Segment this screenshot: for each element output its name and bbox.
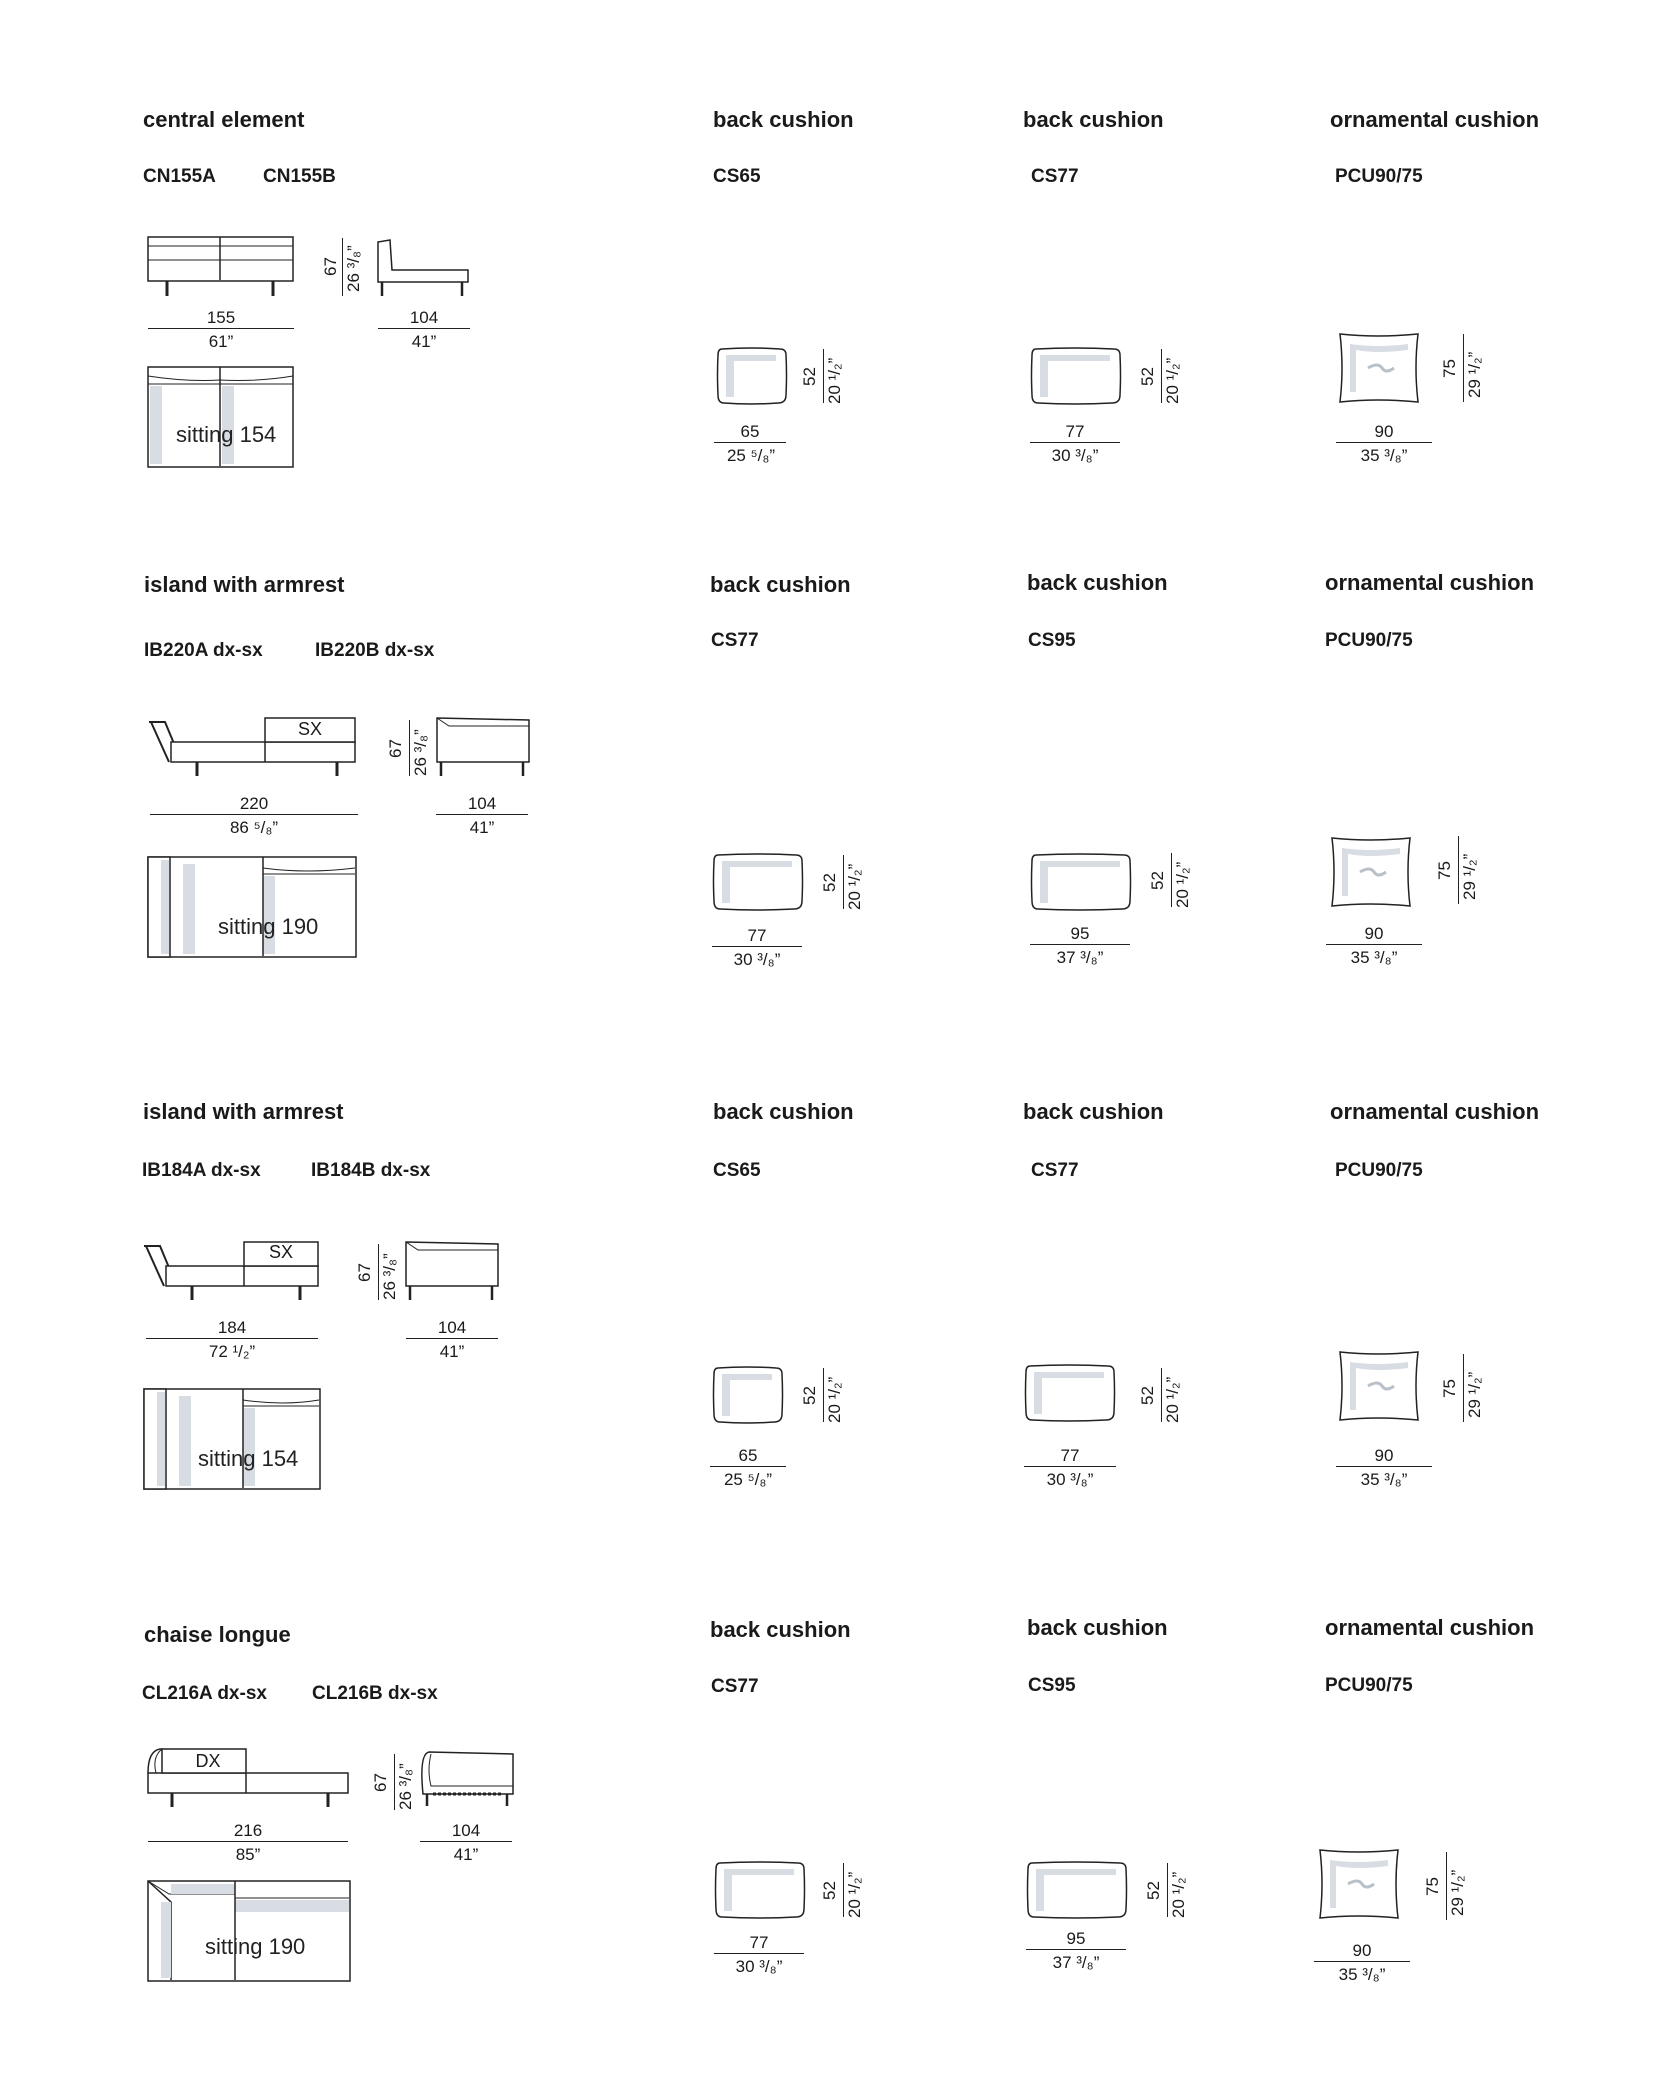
cushion-title: ornamental cushion	[1325, 570, 1535, 595]
module-title: island with armrest	[143, 1099, 344, 1124]
cushion-title: ornamental cushion	[1330, 1099, 1540, 1124]
cushion-height-in: 20 ¹/₂”	[1163, 357, 1182, 404]
cushion-width-cm: 65	[740, 422, 760, 441]
cushion-height-cm: 75	[1435, 861, 1454, 880]
cushion-height-cm: 75	[1440, 359, 1459, 378]
arm-label: SX	[297, 719, 322, 739]
ornamental-cushion-drawing	[1316, 1848, 1402, 1920]
height-in: 26 ³/₈”	[380, 1253, 399, 1300]
module-code-b: CL216B dx-sx	[312, 1683, 438, 1704]
cushion-height-in: 20 ¹/₂”	[1169, 1871, 1188, 1918]
height-in: 26 ³/₈”	[344, 245, 363, 292]
cushion-width-cm: 90	[1352, 1941, 1372, 1960]
depth-in: 41”	[439, 1342, 465, 1361]
cushion-width-in: 35 ³/₈”	[1360, 446, 1408, 465]
width-cm: 155	[206, 308, 236, 327]
seat-label: sitting 190	[205, 1934, 306, 1959]
width-cm: 184	[217, 1318, 247, 1337]
cushion-width-cm: 90	[1374, 422, 1394, 441]
side-view-drawing	[376, 238, 472, 298]
cushion-width-in: 37 ³/₈”	[1052, 1953, 1100, 1972]
cushion-width-cm: 77	[1060, 1446, 1080, 1465]
height-cm: 67	[355, 1263, 374, 1282]
cushion-height-in: 29 ¹/₂”	[1460, 853, 1479, 900]
cushion-height-in: 29 ¹/₂”	[1465, 1371, 1484, 1418]
seat-label: sitting 190	[218, 914, 319, 939]
cushion-width-cm: 90	[1374, 1446, 1394, 1465]
plan-view-drawing	[143, 1388, 323, 1492]
depth-cm: 104	[451, 1821, 481, 1840]
width-cm: 216	[233, 1821, 263, 1840]
arm-label: SX	[268, 1242, 293, 1262]
front-view-drawing	[147, 236, 297, 298]
cushion-height-in: 20 ¹/₂”	[845, 863, 864, 910]
cushion-width-in: 30 ³/₈”	[733, 950, 781, 969]
cushion-height-in: 29 ¹/₂”	[1448, 1869, 1467, 1916]
height-cm: 67	[371, 1773, 390, 1792]
ornamental-cushion-drawing	[1336, 332, 1422, 404]
cushion-title: back cushion	[1023, 107, 1164, 132]
seat-label: sitting 154	[176, 422, 277, 447]
module-code-b: CN155B	[263, 166, 336, 187]
seat-label: sitting 154	[198, 1446, 299, 1471]
cushion-width-in: 35 ³/₈”	[1350, 948, 1398, 967]
cushion-title: back cushion	[710, 572, 851, 597]
width-in: 61”	[208, 332, 234, 351]
cushion-width-cm: 95	[1070, 924, 1090, 943]
module-code-b: IB184B dx-sx	[311, 1160, 431, 1181]
side-view-drawing	[435, 716, 533, 778]
cushion-height-in: 20 ¹/₂”	[825, 1376, 844, 1423]
depth-in: 41”	[453, 1845, 479, 1864]
cushion-code: CS95	[1028, 630, 1076, 651]
height-cm: 67	[386, 739, 405, 758]
cushion-height-in: 20 ¹/₂”	[1163, 1376, 1182, 1423]
cushion-code: PCU90/75	[1335, 1160, 1423, 1181]
plan-view-drawing	[147, 366, 297, 470]
cushion-code: CS65	[713, 1160, 761, 1181]
height-in: 26 ³/₈”	[396, 1763, 415, 1810]
cushion-height-in: 29 ¹/₂”	[1465, 351, 1484, 398]
cushion-title: back cushion	[1027, 570, 1168, 595]
cushion-width-cm: 77	[749, 1933, 769, 1952]
cushion-width-in: 25 ⁵/₈”	[726, 446, 776, 465]
width-in: 72 ¹/₂”	[208, 1342, 256, 1361]
back-cushion-drawing	[1026, 1861, 1128, 1919]
width-in: 86 ⁵/₈”	[229, 818, 279, 837]
cushion-height-in: 20 ¹/₂”	[1173, 861, 1192, 908]
cushion-code: CS65	[713, 166, 761, 187]
module-code-b: IB220B dx-sx	[315, 640, 435, 661]
cushion-height-cm: 52	[1138, 1386, 1157, 1405]
back-cushion-drawing	[712, 1366, 784, 1424]
cushion-width-cm: 90	[1364, 924, 1384, 943]
depth-cm: 104	[437, 1318, 467, 1337]
module-code-a: IB184A dx-sx	[142, 1160, 261, 1181]
back-cushion-drawing	[716, 347, 788, 405]
ornamental-cushion-drawing	[1328, 836, 1414, 908]
module-title: island with armrest	[144, 572, 345, 597]
module-title: chaise longue	[144, 1622, 291, 1647]
width-in: 85”	[235, 1845, 261, 1864]
cushion-code: PCU90/75	[1335, 166, 1423, 187]
side-view-drawing	[419, 1750, 517, 1812]
cushion-height-cm: 75	[1440, 1379, 1459, 1398]
module-code-a: CN155A	[143, 166, 216, 187]
cushion-code: CS77	[1031, 1160, 1079, 1181]
depth-cm: 104	[467, 794, 497, 813]
back-cushion-drawing	[714, 1861, 806, 1919]
depth-cm: 104	[409, 308, 439, 327]
back-cushion-drawing	[1030, 347, 1122, 405]
module-title: central element	[143, 107, 305, 132]
cushion-width-in: 37 ³/₈”	[1056, 948, 1104, 967]
cushion-code: CS95	[1028, 1675, 1076, 1696]
cushion-width-in: 25 ⁵/₈”	[723, 1470, 773, 1489]
depth-in: 41”	[469, 818, 495, 837]
cushion-code: PCU90/75	[1325, 1675, 1413, 1696]
back-cushion-drawing	[1030, 853, 1132, 911]
arm-label: DX	[195, 1751, 221, 1771]
cushion-width-cm: 77	[1065, 422, 1085, 441]
height-in: 26 ³/₈”	[411, 729, 430, 776]
cushion-width-cm: 65	[738, 1446, 758, 1465]
cushion-height-cm: 52	[820, 873, 839, 892]
module-code-a: CL216A dx-sx	[142, 1683, 267, 1704]
cushion-width-in: 35 ³/₈”	[1338, 1965, 1386, 1984]
cushion-height-cm: 52	[820, 1881, 839, 1900]
cushion-title: back cushion	[713, 1099, 854, 1124]
cushion-height-cm: 52	[800, 1386, 819, 1405]
cushion-height-cm: 75	[1423, 1877, 1442, 1896]
cushion-title: back cushion	[710, 1617, 851, 1642]
cushion-code: CS77	[1031, 166, 1079, 187]
height-cm: 67	[321, 257, 340, 276]
plan-view-drawing	[147, 856, 359, 960]
cushion-height-cm: 52	[1144, 1881, 1163, 1900]
cushion-height-in: 20 ¹/₂”	[825, 357, 844, 404]
cushion-code: CS77	[711, 1676, 759, 1697]
cushion-width-in: 30 ³/₈”	[735, 1957, 783, 1976]
back-cushion-drawing	[1024, 1364, 1116, 1422]
cushion-title: back cushion	[713, 107, 854, 132]
cushion-height-cm: 52	[1148, 871, 1167, 890]
cushion-width-in: 30 ³/₈”	[1046, 1470, 1094, 1489]
cushion-width-in: 35 ³/₈”	[1360, 1470, 1408, 1489]
cushion-width-cm: 77	[747, 926, 767, 945]
cushion-code: CS77	[711, 630, 759, 651]
cushion-width-in: 30 ³/₈”	[1051, 446, 1099, 465]
cushion-height-cm: 52	[800, 367, 819, 386]
cushion-title: back cushion	[1027, 1615, 1168, 1640]
cushion-title: ornamental cushion	[1325, 1615, 1535, 1640]
cushion-height-in: 20 ¹/₂”	[845, 1871, 864, 1918]
side-view-drawing	[404, 1240, 502, 1302]
depth-in: 41”	[411, 332, 437, 351]
cushion-height-cm: 52	[1138, 367, 1157, 386]
back-cushion-drawing	[712, 853, 804, 911]
module-code-a: IB220A dx-sx	[144, 640, 263, 661]
cushion-code: PCU90/75	[1325, 630, 1413, 651]
cushion-title: ornamental cushion	[1330, 107, 1540, 132]
cushion-title: back cushion	[1023, 1099, 1164, 1124]
width-cm: 220	[239, 794, 269, 813]
ornamental-cushion-drawing	[1336, 1350, 1422, 1422]
plan-view-drawing	[147, 1880, 353, 1984]
cushion-width-cm: 95	[1066, 1929, 1086, 1948]
